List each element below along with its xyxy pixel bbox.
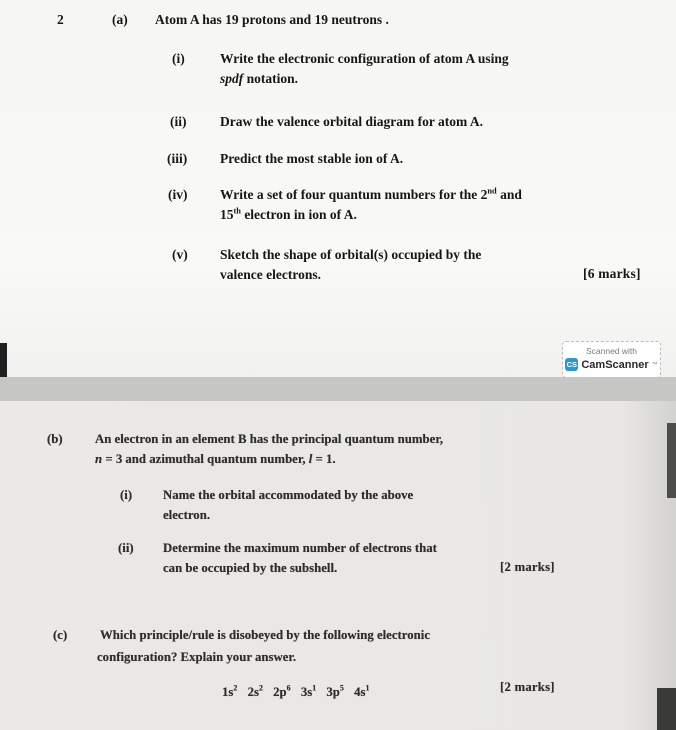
config-base: 2p: [273, 685, 287, 699]
item-b-ii-line2: can be occupied by the subshell.: [163, 561, 338, 575]
item-iv-label: (iv): [168, 187, 188, 202]
part-a-label: (a): [112, 12, 128, 27]
config-sup: 5: [339, 683, 344, 693]
config-base: 2s: [247, 685, 259, 699]
config-term: [326, 685, 343, 699]
item-b-ii-label: (ii): [118, 541, 134, 555]
item-b-i-line2: electron.: [163, 508, 211, 522]
marks-2-b: [2 marks]: [500, 560, 555, 574]
item-b-ii-line1: Determine the maximum number of electrons that: [163, 541, 437, 555]
scanned-with-text: Scanned with: [585, 346, 638, 356]
item-iv-line2-pre: 15: [220, 207, 234, 222]
part-c-line1: Which principle/rule is disobeyed by the following electronic: [100, 628, 430, 642]
camscanner-badge: [562, 341, 661, 378]
item-iv-line1: [220, 188, 522, 202]
scan-section-bottom: [0, 401, 676, 730]
l-symbol: l: [308, 452, 313, 466]
part-b-stem-line2-end: = 1.: [312, 452, 336, 466]
marks-2-c: [2 marks]: [500, 680, 555, 694]
part-b-label: (b): [47, 432, 63, 446]
config-term: [222, 685, 237, 699]
trademark-symbol: ™: [651, 361, 658, 368]
item-ii-text: Draw the valence orbital diagram for atom A.: [220, 114, 483, 129]
camscanner-brand-text: CamScanner: [581, 358, 649, 371]
item-iii-label: (iii): [167, 151, 188, 166]
item-iv-line1-pre: Write a set of four quantum numbers for the 2: [220, 187, 488, 202]
config-sup: 2: [258, 683, 263, 693]
part-c-line2: configuration? Explain your answer.: [97, 650, 297, 664]
question-number: 2: [57, 12, 64, 27]
item-iii-text: Predict the most stable ion of A.: [220, 151, 404, 166]
spdf-italic: spdf: [220, 71, 244, 86]
item-v-line2: valence electrons.: [220, 267, 321, 282]
item-iv-line1-post: and: [496, 187, 522, 202]
config-base: 4s: [354, 685, 366, 699]
config-base: 3s: [300, 685, 313, 699]
part-a-stem: Atom A has 19 protons and 19 neutrons .: [155, 12, 389, 27]
item-i-line2: [220, 72, 298, 86]
item-i-line2-rest: notation.: [243, 71, 299, 86]
config-sup: 1: [312, 683, 317, 693]
config-sup: 6: [286, 683, 291, 693]
item-b-i-label: (i): [120, 488, 133, 502]
part-b-stem-line2-mid: = 3 and azimuthal quantum number,: [102, 452, 309, 466]
config-base: 3p: [326, 685, 340, 699]
item-v-line1: Sketch the shape of orbital(s) occupied by the: [220, 247, 482, 262]
item-i-line1: Write the electronic configuration of atom A using: [220, 51, 509, 66]
config-base: 1s: [222, 685, 234, 699]
item-b-i-line1: Name the orbital accommodated by the above: [163, 488, 414, 502]
marks-6: [6 marks]: [583, 266, 641, 281]
item-v-label: (v): [172, 247, 188, 262]
part-c-label: (c): [53, 628, 68, 642]
config-term: [248, 685, 263, 699]
part-b-stem-line1: An electron in an element B has the principal quantum number,: [95, 432, 444, 446]
electron-configuration: [222, 683, 376, 699]
item-iv-line2-post: electron in ion of A.: [240, 207, 357, 222]
scan-artifact-left: [0, 343, 7, 377]
config-sup: 2: [233, 683, 238, 693]
scan-artifact-right: [667, 423, 676, 498]
config-sup: 1: [365, 683, 370, 693]
item-iv-line2: [220, 208, 357, 222]
item-ii-label: (ii): [170, 114, 187, 129]
superscript-th: th: [233, 206, 241, 216]
item-i-label: (i): [172, 51, 185, 66]
camscanner-brand-row: [563, 358, 660, 371]
superscript-nd: nd: [487, 186, 497, 196]
part-b-stem-line2: [95, 453, 336, 466]
camscanner-icon: CS: [566, 360, 578, 369]
config-term: [354, 685, 369, 699]
config-term: [301, 685, 316, 699]
n-symbol: n: [95, 452, 103, 466]
config-term: [273, 685, 290, 699]
scan-artifact-corner: [657, 688, 676, 730]
scan-divider-band: [0, 377, 676, 401]
